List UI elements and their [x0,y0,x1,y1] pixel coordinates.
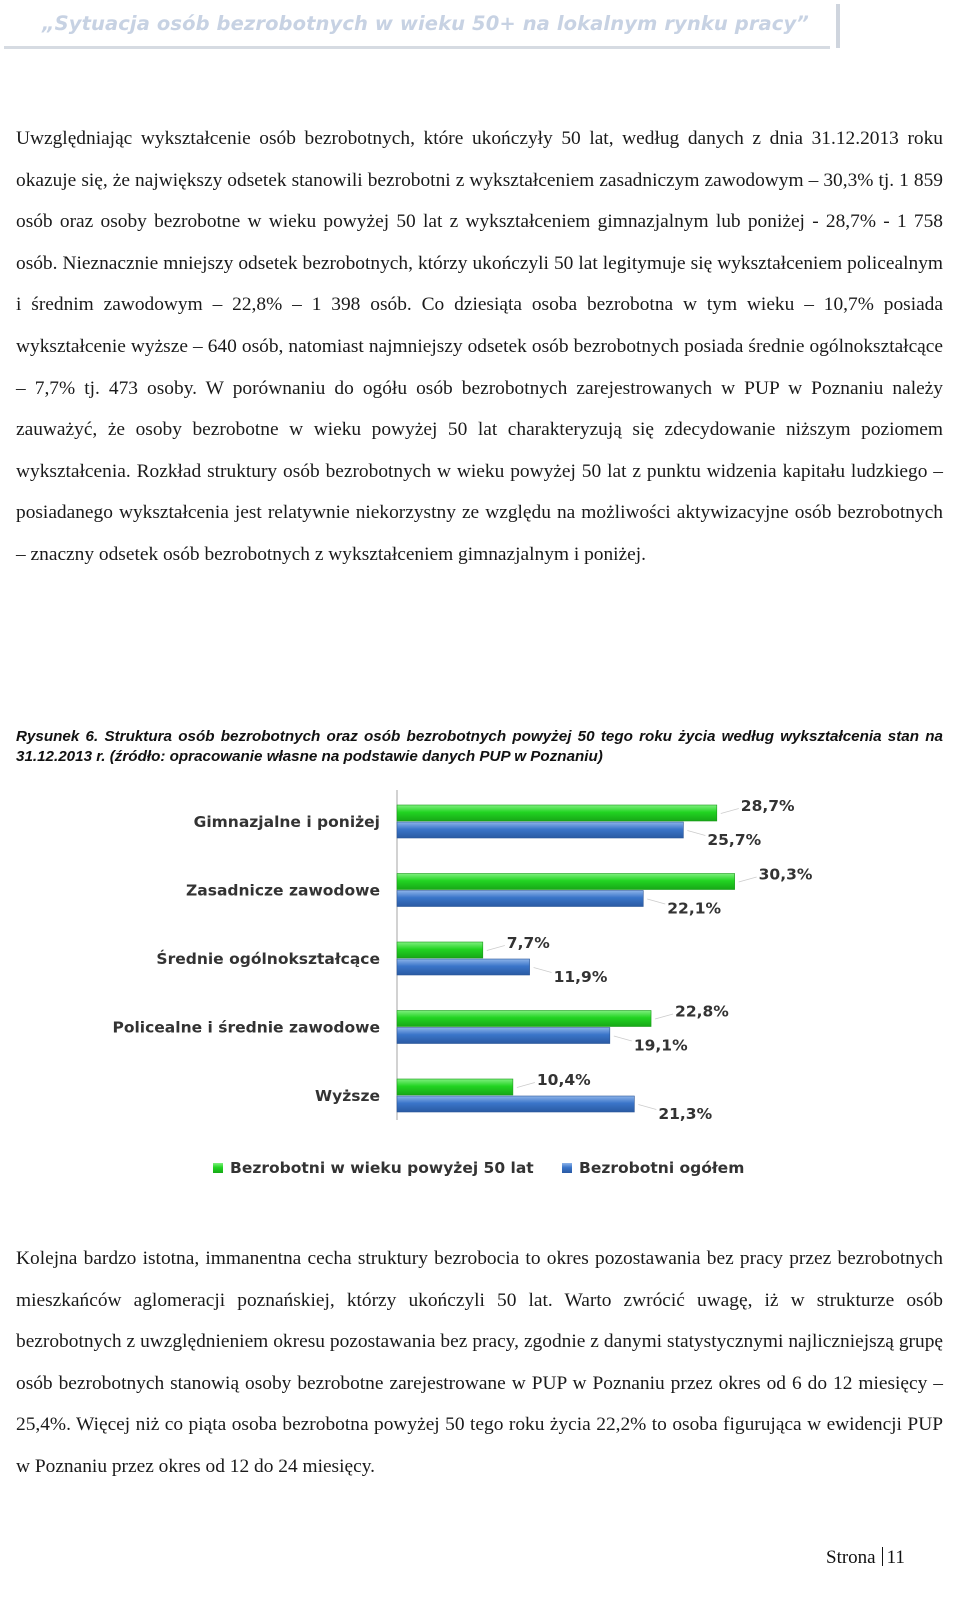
data-label-age-50-plus-zasadnicze-zawodowe: 30,3% [758,865,813,884]
data-label-total-gimnazjalne-i-ponizej: 25,7% [707,831,762,849]
bar-total-gimnazjalne-i-ponizej [397,822,683,838]
page-footer [826,1547,905,1569]
label-leader-total-srednie-ogolnoksztalcace [534,968,552,973]
data-label-age-50-plus-policealne-i-srednie-zawodowe: 22,8% [675,1002,729,1021]
header-bar [836,4,840,48]
body-paragraph-1: Uwzględniając wykształcenie osób bezrobotnych, które ukończyły 50 lat, według danych z dnia 31.12.2013 roku okazuje się, że największy odsetek stanowili bezrobotni z wykształceniem zasadniczym zawodowym – 30,3% tj. 1 859 osób oraz osoby bezrobotne w wieku powyżej 50 lat z wykształceniem gimnazjalnym lub poniżej - 28,7% - 1 758 osób. Nieznacznie mniejszy odsetek bezrobotnych, którzy ukończyli 50 lat legitymuje się wykształceniem policealnym i średnim zawodowym – 22,8% – 1 398 osób. Co dziesiąta osoba bezrobotna w tym wieku – 10,7% posiada wykształcenie wyższe – 640 osób, natomiast najmniejszy odsetek osób bezrobotnych posiada średnie ogólnokształcące – 7,7% tj. 473 osoby. W porównaniu do ogółu osób bezrobotnych zarejestrowanych w PUP w Poznaniu należy zauważyć, że osoby bezrobotne w wieku powyżej 50 lat charakteryzują się zdecydowanie niższym poziomem wykształcenia. Rozkład struktury osób bezrobotnych w wieku powyżej 50 lat z punktu widzenia kapitału ludzkiego – posiadanego wykształcenia jest relatywnie niekorzystny ze względu na możliwości aktywizacyjne osób bezrobotnych – znaczny odsetek osób bezrobotnych z wykształceniem gimnazjalnym i poniżej. [16,128,943,565]
body-paragraph-2: Kolejna bardzo istotna, immanentna cecha struktury bezrobocia to okres pozostawania bez pracy przez bezrobotnych mieszkańców aglomeracji poznańskiej, którzy ukończyli 50 lat. Warto zwrócić uwagę, iż w strukturze osób bezrobotnych z uwzględnieniem okresu pozostawania bez pracy, zgodnie z danymi statystycznymi najliczniejszą grupę osób bezrobotnych stanowią osoby bezrobotne zarejestrowane w PUP w Poznaniu przez okres od 6 do 12 miesięcy – 25,4%. Więcej niż co piąta osoba bezrobotna powyżej 50 tego roku życia 22,2% to osoba figurująca w ewidencji PUP w Poznaniu przez okres od 12 do 24 miesięcy. [16,1248,943,1477]
label-leader-age-50-plus-wyzsze [517,1083,535,1088]
legend-label-total: Bezrobotni ogółem [579,1159,745,1177]
data-label-total-zasadnicze-zawodowe: 22,1% [667,899,722,918]
bar-age-50-plus-wyzsze [397,1079,513,1095]
label-leader-total-policealne-i-srednie-zawodowe [614,1036,632,1041]
data-label-age-50-plus-wyzsze: 10,4% [536,1071,591,1089]
bar-total-wyzsze [397,1096,634,1112]
data-label-total-wyzsze: 21,3% [658,1105,713,1123]
legend-swatch-total [562,1163,572,1173]
category-label-policealne-i-srednie-zawodowe: Policealne i średnie zawodowe [112,1018,380,1037]
category-label-wyzsze: Wyższe [315,1087,380,1105]
page-number: 11 [886,1547,905,1568]
footer-separator [882,1547,883,1566]
page-header [0,0,960,52]
bar-age-50-plus-srednie-ogolnoksztalcace [397,942,483,958]
legend-label-age-50-plus: Bezrobotni w wieku powyżej 50 lat [230,1159,534,1177]
label-leader-age-50-plus-policealne-i-srednie-zawodowe [655,1014,673,1019]
data-label-total-srednie-ogolnoksztalcace: 11,9% [553,968,608,986]
label-leader-total-gimnazjalne-i-ponizej [687,831,705,836]
bar-total-policealne-i-srednie-zawodowe [397,1028,610,1044]
bar-total-srednie-ogolnoksztalcace [397,959,530,975]
category-label-gimnazjalne-i-ponizej: Gimnazjalne i poniżej [193,813,380,831]
education-bar-chart [0,770,960,1210]
bar-total-zasadnicze-zawodowe [397,891,643,907]
label-leader-total-wyzsze [638,1105,656,1110]
page-label: Strona [826,1547,876,1568]
header-title: „Sytuacja osób bezrobotnych w wieku 50+ na lokalnym rynku pracy” [42,12,809,35]
category-label-zasadnicze-zawodowe: Zasadnicze zawodowe [186,881,380,900]
data-label-total-policealne-i-srednie-zawodowe: 19,1% [633,1036,688,1055]
bar-age-50-plus-policealne-i-srednie-zawodowe [397,1011,651,1027]
header-rule [4,46,830,49]
bar-age-50-plus-zasadnicze-zawodowe [397,874,735,890]
label-leader-age-50-plus-gimnazjalne-i-ponizej [721,809,739,814]
category-label-srednie-ogolnoksztalcace: Średnie ogólnokształcące [156,950,380,968]
figure-caption: Rysunek 6. Struktura osób bezrobotnych oraz osób bezrobotnych powyżej 50 tego roku życia według wykształcenia stan na 31.12.2013 r. (źródło: opracowanie własne na podstawie danych PUP w Poznaniu) [16,728,943,765]
data-label-age-50-plus-srednie-ogolnoksztalcace: 7,7% [506,934,550,952]
label-leader-age-50-plus-zasadnicze-zawodowe [739,877,757,882]
legend-swatch-age-50-plus [213,1163,223,1173]
label-leader-total-zasadnicze-zawodowe [647,899,665,904]
data-label-age-50-plus-gimnazjalne-i-ponizej: 28,7% [740,797,795,815]
label-leader-age-50-plus-srednie-ogolnoksztalcace [487,946,505,951]
bar-age-50-plus-gimnazjalne-i-ponizej [397,805,717,821]
